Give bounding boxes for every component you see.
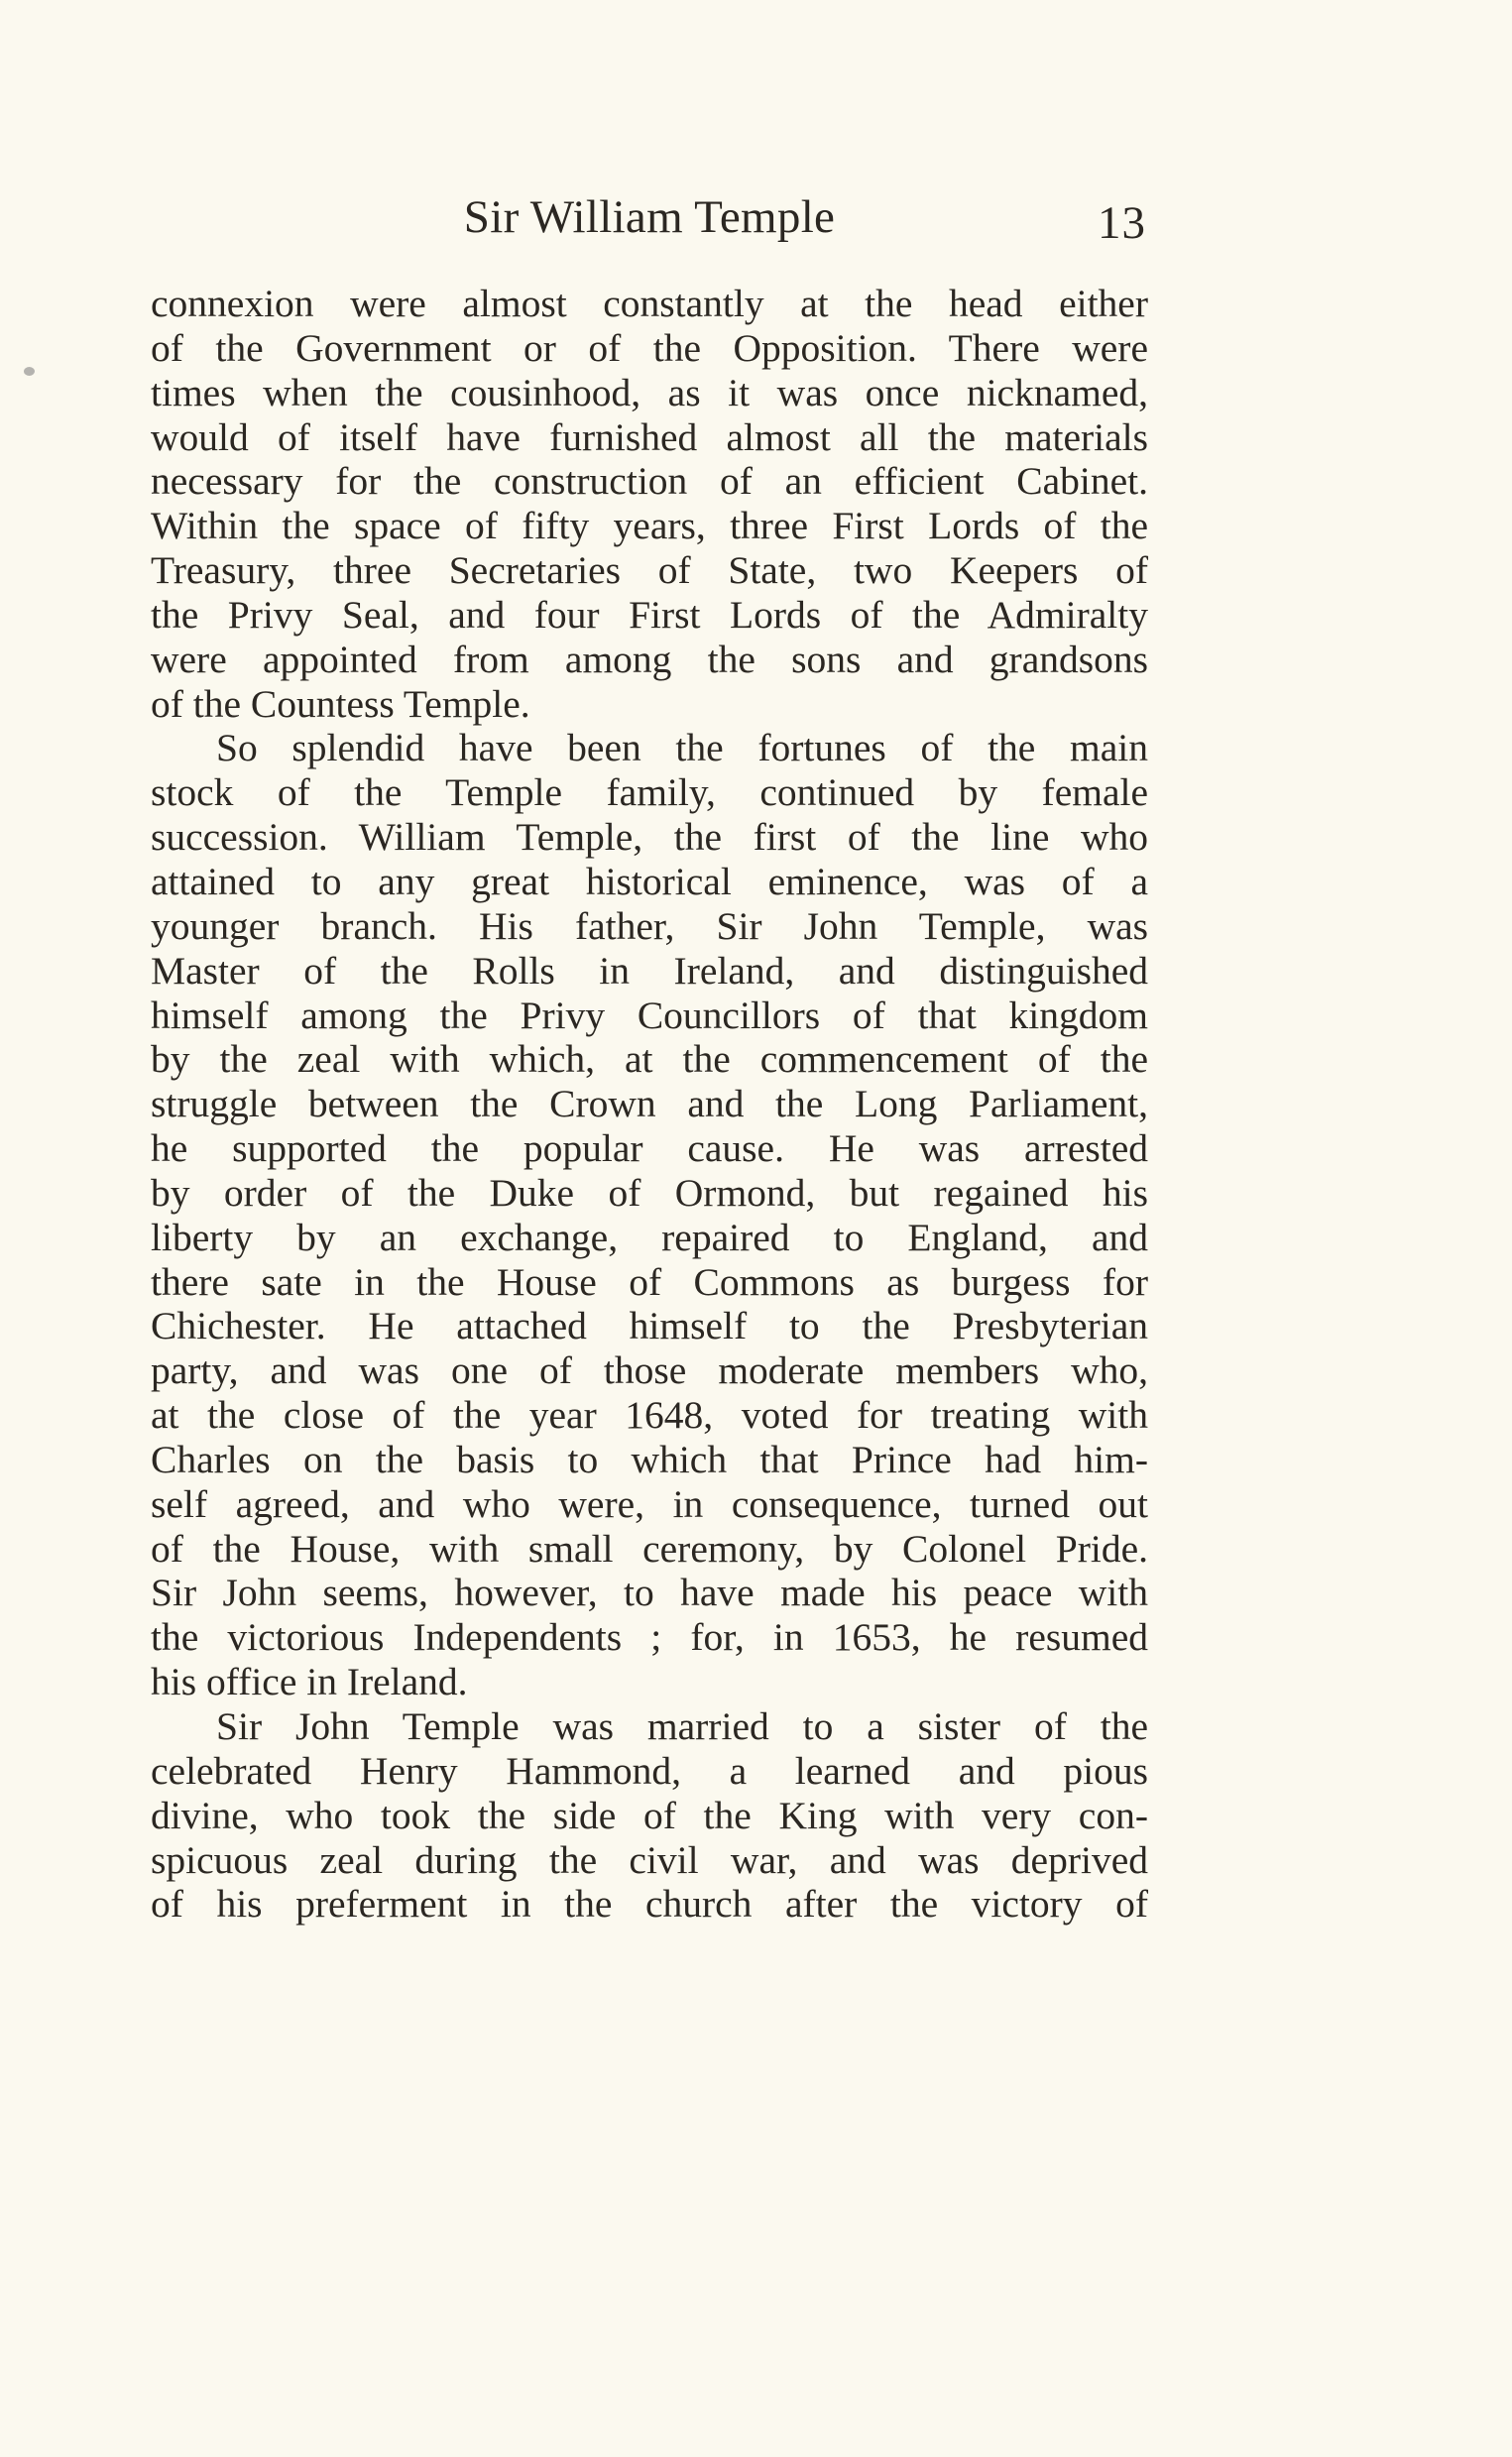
text-line: would of itself have furnished almost all the materials [151, 414, 1148, 459]
text-line: himself among the Privy Councillors of that kingdom [151, 993, 1148, 1037]
text-line: party, and was one of those moderate members who, [151, 1348, 1148, 1393]
text-line: necessary for the construction of an efficient Cabinet. [151, 459, 1148, 504]
text-line: younger branch. His father, Sir John Temple, was [151, 903, 1148, 948]
text-line: times when the cousinhood, as it was once nicknamed, [151, 370, 1148, 414]
text-line: Within the space of fifty years, three First Lords of the [151, 504, 1148, 548]
page-header [151, 190, 1148, 260]
text-line: connexion were almost constantly at the head either [151, 282, 1148, 325]
paragraph-start-line: Sir John Temple was married to a sister of the [216, 1704, 1148, 1748]
paragraph-start-line: So splendid have been the fortunes of the main [216, 726, 1148, 770]
paragraph-end-line: his office in Ireland. [151, 1660, 468, 1704]
text-line: at the close of the year 1648, voted for treating with [151, 1393, 1148, 1438]
text-line: of the Government or of the Opposition. There were [151, 325, 1148, 370]
text-line: Charles on the basis to which that Prince had him- [151, 1437, 1148, 1481]
text-line: of his preferment in the church after the victory of [151, 1882, 1148, 1927]
text-line: by the zeal with which, at the commencement of the [151, 1037, 1148, 1082]
text-line: Master of the Rolls in Ireland, and distinguished [151, 948, 1148, 993]
text-line: the victorious Independents ; for, in 1653, he resumed [151, 1615, 1148, 1660]
text-line: Treasury, three Secretaries of State, two Keepers of [151, 548, 1148, 593]
text-line: of the House, with small ceremony, by Colonel Pride. [151, 1526, 1148, 1571]
text-line: Chichester. He attached himself to the Presbyterian [151, 1304, 1148, 1348]
text-line: celebrated Henry Hammond, a learned and pious [151, 1748, 1148, 1793]
paragraph-end-line: of the Countess Temple. [151, 681, 530, 726]
text-line: there sate in the House of Commons as burgess for [151, 1259, 1148, 1304]
text-line: he supported the popular cause. He was arrested [151, 1126, 1148, 1171]
body-text [151, 282, 1148, 1927]
scan-speck [24, 367, 35, 376]
text-line: divine, who took the side of the King with very con- [151, 1793, 1148, 1837]
text-line: self agreed, and who were, in consequence, turned out [151, 1481, 1148, 1526]
text-line: by order of the Duke of Ormond, but regained his [151, 1170, 1148, 1215]
text-line: the Privy Seal, and four First Lords of the Admiralty [151, 592, 1148, 637]
running-title: Sir William Temple [463, 191, 836, 243]
page-number: 13 [1098, 197, 1146, 249]
text-line: Sir John seems, however, to have made his peace with [151, 1571, 1148, 1615]
text-line: succession. William Temple, the first of the line who [151, 815, 1148, 860]
text-line: attained to any great historical eminence, was of a [151, 859, 1148, 903]
text-line: liberty by an exchange, repaired to England, and [151, 1215, 1148, 1259]
text-line: stock of the Temple family, continued by female [151, 770, 1148, 815]
text-line: struggle between the Crown and the Long Parliament, [151, 1082, 1148, 1126]
text-line: spicuous zeal during the civil war, and was deprived [151, 1837, 1148, 1882]
text-line: were appointed from among the sons and grandsons [151, 637, 1148, 681]
